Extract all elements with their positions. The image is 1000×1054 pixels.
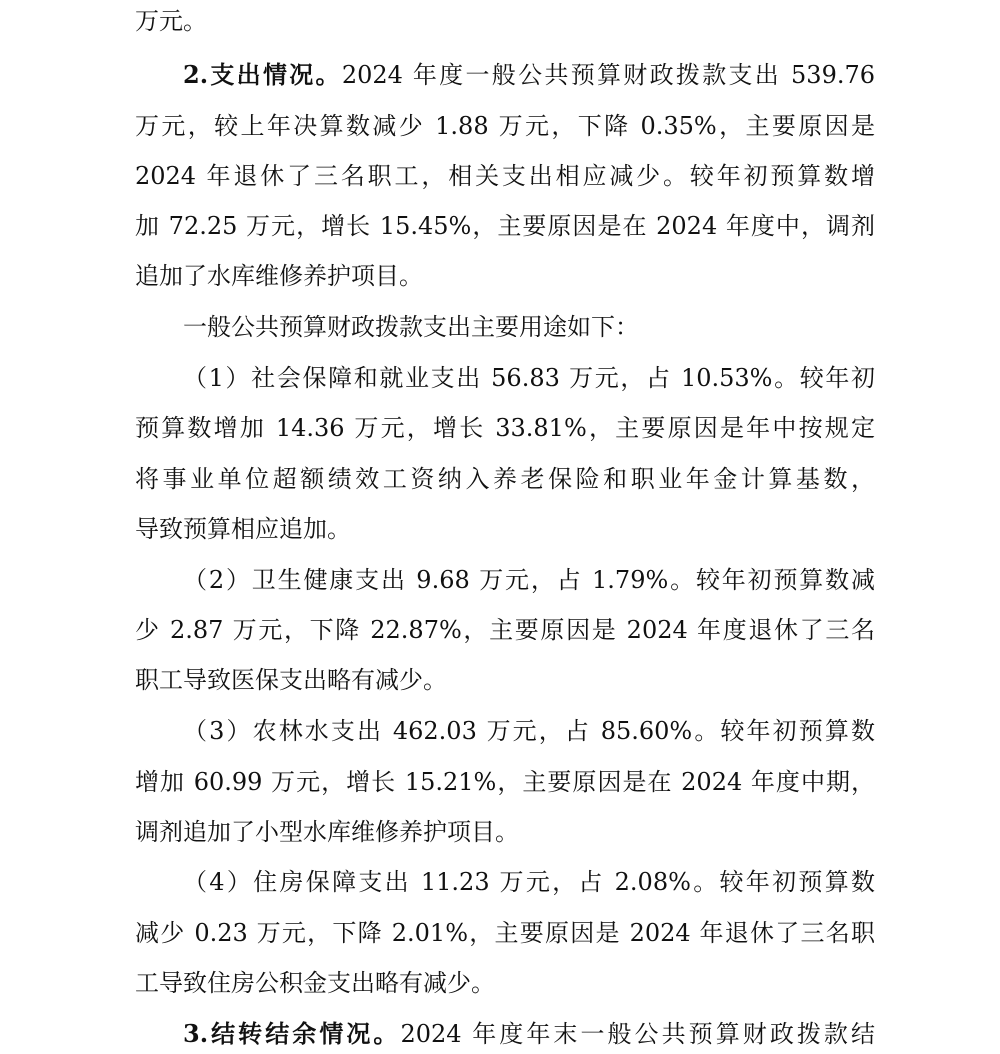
text-line: 万元。 bbox=[135, 7, 207, 35]
text-line: 减少 0.23 万元，下降 2.01%，主要原因是 2024 年退休了三名职 bbox=[135, 919, 875, 947]
section-2-first-line: 2.支出情况。2024 年度一般公共预算财政拨款支出 539.76 bbox=[183, 60, 876, 89]
text-line: 工导致住房公积金支出略有减少。 bbox=[135, 969, 495, 997]
text-line: 万元，较上年决算数减少 1.88 万元，下降 0.35%，主要原因是 bbox=[135, 112, 875, 140]
text-line: （2）卫生健康支出 9.68 万元，占 1.79%。较年初预算数减 bbox=[183, 566, 875, 594]
text-line: （4）住房保障支出 11.23 万元，占 2.08%。较年初预算数 bbox=[183, 868, 875, 896]
text-line: （3）农林水支出 462.03 万元，占 85.60%。较年初预算数 bbox=[183, 717, 875, 745]
section-3-first-line: 3.结转结余情况。2024 年度年末一般公共预算财政拨款结 bbox=[183, 1019, 875, 1048]
text-line: 2024 年退休了三名职工，相关支出相应减少。较年初预算数增 bbox=[135, 162, 875, 190]
text-line: 增加 60.99 万元，增长 15.21%，主要原因是在 2024 年度中期， bbox=[135, 768, 875, 796]
text-line: 少 2.87 万元，下降 22.87%，主要原因是 2024 年度退休了三名 bbox=[135, 616, 875, 644]
text-line: 加 72.25 万元，增长 15.45%，主要原因是在 2024 年度中，调剂 bbox=[135, 212, 875, 240]
text-line: 职工导致医保支出略有减少。 bbox=[135, 666, 447, 694]
text-line: 一般公共预算财政拨款支出主要用途如下： bbox=[183, 313, 639, 341]
section-heading: 3.结转结余情况。 bbox=[183, 1019, 401, 1048]
section-heading: 2.支出情况。 bbox=[183, 60, 342, 89]
text-line: （1）社会保障和就业支出 56.83 万元，占 10.53%。较年初 bbox=[183, 364, 875, 392]
text-line: 将事业单位超额绩效工资纳入养老保险和职业年金计算基数， bbox=[135, 465, 875, 493]
text-line: 导致预算相应追加。 bbox=[135, 515, 351, 543]
text-line: 调剂追加了小型水库维修养护项目。 bbox=[135, 818, 519, 846]
text-line: 预算数增加 14.36 万元，增长 33.81%，主要原因是年中按规定 bbox=[135, 414, 875, 442]
text-line: 追加了水库维修养护项目。 bbox=[135, 262, 423, 290]
